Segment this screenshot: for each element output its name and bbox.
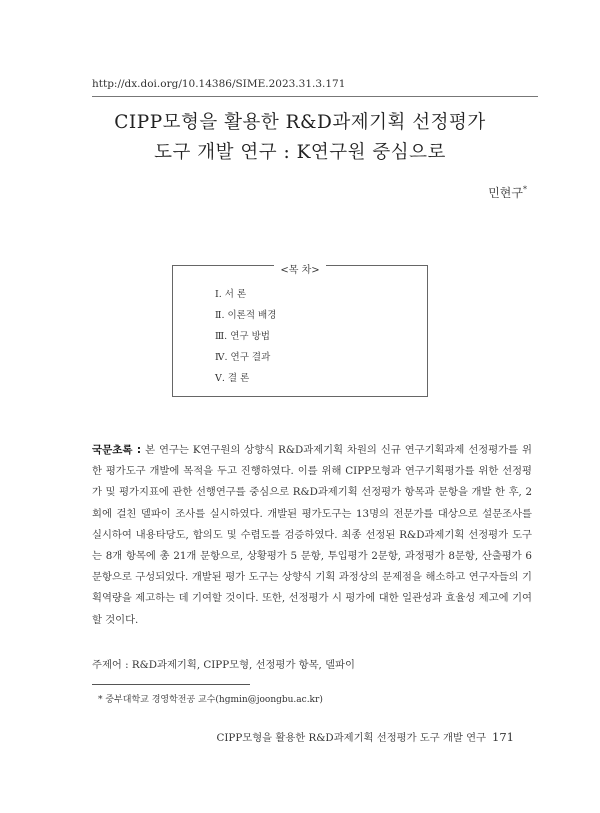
doi-link[interactable]: http://dx.doi.org/10.14386/SIME.2023.31.3.171 [92,78,346,90]
author-name-block [488,184,527,201]
running-title: CIPP모형을 활용한 R&D과제기획 선정평가 도구 개발 연구 [216,732,487,744]
paper-title-line-1: CIPP모형을 활용한 R&D과제기획 선정평가 [114,112,486,133]
keywords: 주제어 : R&D과제기획, CIPP모형, 선정평가 항목, 델파이 [92,659,355,671]
header-rule [92,96,538,97]
paper-title-line-2: 도구 개발 연구 : K연구원 중심으로 [154,142,446,163]
table-of-contents-box [172,265,428,397]
author-name: 민현구 [488,186,523,200]
toc-item-introduction: Ⅰ. 서 론 [215,289,247,300]
toc-item-results: Ⅳ. 연구 결과 [215,352,271,363]
toc-item-methods: Ⅲ. 연구 방법 [215,331,270,342]
author-footnote-mark: * [523,185,527,194]
footnote-rule [92,684,250,685]
abstract-text: 본 연구는 K연구원의 상향식 R&D과제기획 차원의 신규 연구기획과제 선정평가를 위한 평가도구 개발에 목적을 두고 진행하였다. 이를 위해 CIPP모형과 연구기획평가를 위한 선정평가 및 평가지표에 관한 선행연구를 중심으로 R&D과제기획 선정평가 항목과 문항을 개발 한 후, 2회에 걸친 델파이 조사를 실시하였다. 개발된 평가도구는 13명의 전문가를 대상으로 설문조사를 실시하여 내용타당도, 합의도 및 수렴도를 검증하였다. 최종 선정된 R&D과제기획 선정평가 도구는 8개 항목에 총 21개 문항으로, 상황평가 5 문항, 투입평가 2문항, 과정평가 8문항, 산출평가 6문항으로 구성되었다. 개발된 평가 도구는 상향식 기획 과정상의 문제점을 해소하고 연구자들의 기획역량을 제고하는 데 기여할 것이다. 또한, 선정평가 시 평가에 대한 일관성과 효율성 제고에 기여할 것이다. [92,444,532,626]
korean-abstract [92,440,532,631]
abstract-label: 국문초록 : [92,444,142,456]
toc-heading-wrap [173,258,427,277]
toc-heading: <목 차> [274,265,325,276]
toc-item-background: Ⅱ. 이론적 배경 [215,310,277,321]
author-footnote: * 중부대학교 경영학전공 교수(hgmin@joongbu.ac.kr) [98,695,323,705]
toc-item-conclusion: Ⅴ. 결 론 [215,373,250,384]
page-number: 171 [492,730,514,744]
toc-list [215,288,276,393]
running-footer [216,729,514,744]
